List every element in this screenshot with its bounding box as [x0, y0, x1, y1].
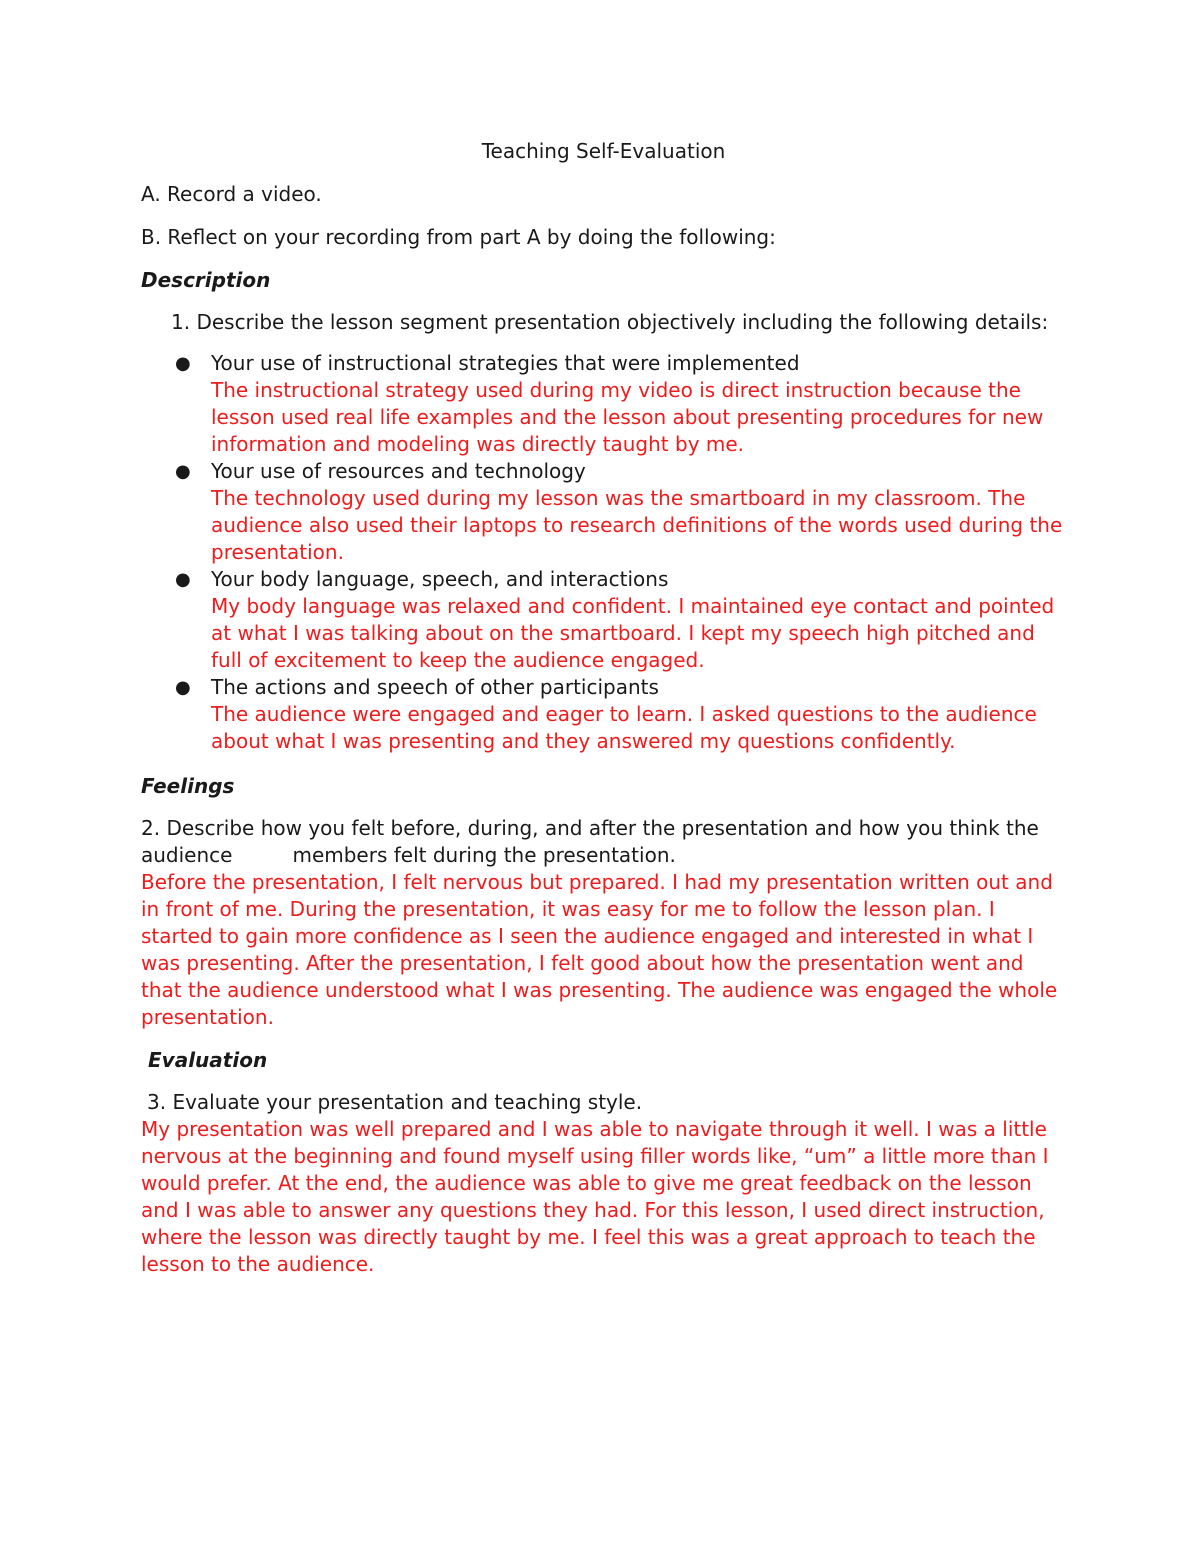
description-heading: Description	[141, 268, 271, 292]
item-response: The instructional strategy used during my video is direct instruction because the lesson used real life examples and the lesson about presenting procedures for new information and modeling was directly taught by me.	[211, 378, 1044, 456]
feelings-prompt-part2: members felt during the presentation.	[292, 843, 676, 867]
feelings-prompt-part1: 2. Describe how you felt before, during, and after the presentation and how you think the audience	[141, 816, 1039, 867]
item-response: My body language was relaxed and confident. I maintained eye contact and pointed at what I was talking about on the smartboard. I kept my speech high pitched and full of excitement to keep the audience engaged.	[211, 594, 1055, 672]
document-title: Teaching Self-Evaluation	[481, 139, 726, 163]
feelings-prompt	[141, 815, 1066, 869]
item-response: The technology used during my lesson was the smartboard in my classroom. The audience also used their laptops to research definitions of the words used during the presentation.	[211, 486, 1063, 564]
bullet-icon: ●	[175, 353, 191, 374]
item-label: Your body language, speech, and interactions	[211, 567, 669, 591]
item-response: The audience were engaged and eager to learn. I asked questions to the audience about what I was presenting and they answered my questions confidently.	[211, 702, 1037, 753]
evaluation-response: My presentation was well prepared and I was able to navigate through it well. I was a little nervous at the beginning and found myself using filler words like, “um” a little more than I would prefer. At the end, the audience was able to give me great feedback on the lesson and I was able to answer any questions they had. For this lesson, I used direct instruction, where the lesson was directly taught by me. I feel this was a great approach to teach the lesson to the audience.	[141, 1117, 1049, 1276]
bullet-icon: ●	[175, 461, 191, 482]
list-item	[141, 566, 1066, 674]
feelings-response: Before the presentation, I felt nervous but prepared. I had my presentation written out and in front of me. During the presentation, it was easy for me to follow the lesson plan. I started to gain more confidence as I seen the audience engaged and interested in what I was presenting. After the presentation, I felt good about how the presentation went and that the audience understood what I was presenting. The audience was engaged the whole presentation.	[141, 870, 1058, 1029]
item-label: Your use of instructional strategies that were implemented	[211, 351, 800, 375]
list-item	[141, 458, 1066, 566]
part-b-instruction: B. Reflect on your recording from part A by doing the following:	[141, 225, 776, 249]
document-page	[141, 138, 1066, 1278]
list-item	[141, 674, 1066, 755]
item-label: Your use of resources and technology	[211, 459, 586, 483]
part-a-instruction: A. Record a video.	[141, 182, 322, 206]
description-prompt: 1. Describe the lesson segment presentation objectively including the following details:	[171, 310, 1049, 334]
evaluation-prompt: 3. Evaluate your presentation and teaching style.	[147, 1090, 643, 1114]
evaluation-heading: Evaluation	[148, 1048, 268, 1072]
list-item	[141, 350, 1066, 458]
item-label: The actions and speech of other participants	[211, 675, 659, 699]
bullet-icon: ●	[175, 677, 191, 698]
description-list	[141, 350, 1066, 755]
feelings-heading: Feelings	[141, 774, 235, 798]
bullet-icon: ●	[175, 569, 191, 590]
